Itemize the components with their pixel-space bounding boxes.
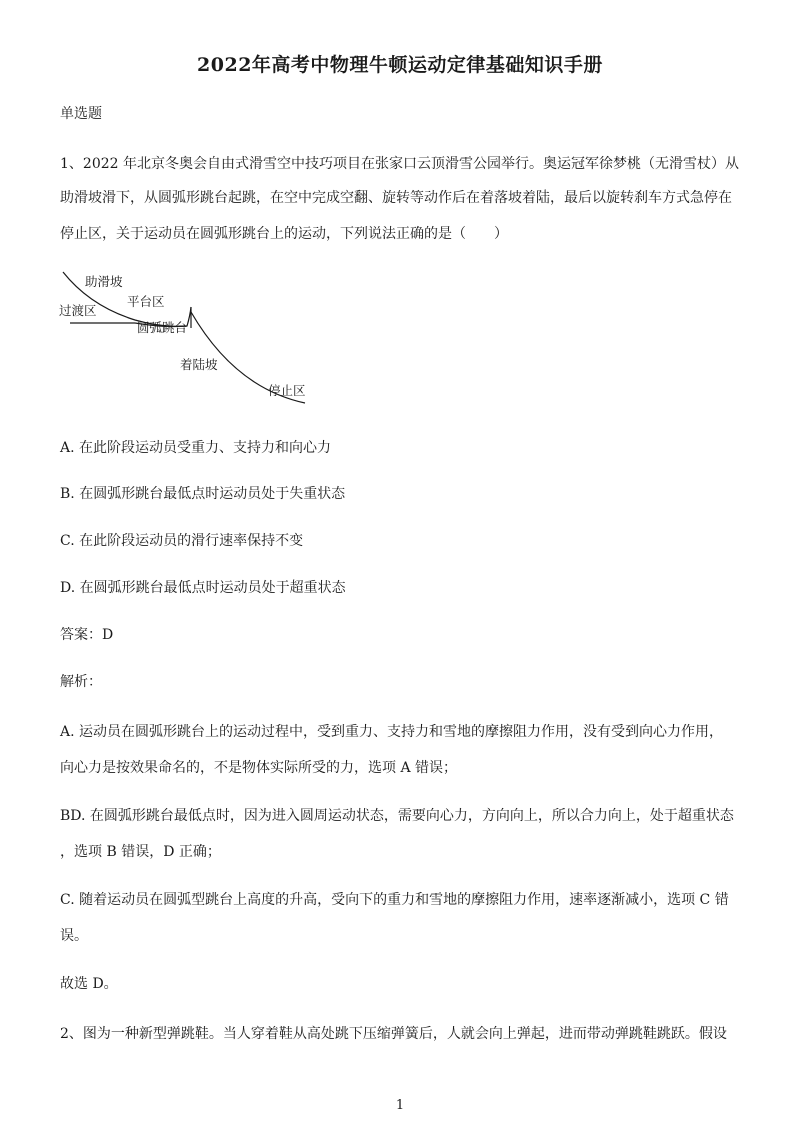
q1-stem-line-3: 停止区，关于运动员在圆弧形跳台上的运动，下列说法正确的是（ ） [60, 226, 508, 242]
q1-analysis-label: 解析： [60, 674, 102, 690]
label-arc-platform: 圆弧跳台 [137, 320, 188, 335]
q1-stem-line-2: 助滑坡滑下，从圆弧形跳台起跳，在空中完成空翻、旋转等动作后在着落坡着陆，最后以旋转刹车方式急停在 [60, 190, 732, 206]
ski-jump-diagram [55, 268, 325, 413]
q1-analysis-bd-line-1: BD. 在圆弧形跳台最低点时，因为进入圆周运动状态，需要向心力，方向向上，所以合力向上，处于超重状态 [60, 808, 734, 824]
q2-stem-line-1: 2、图为一种新型弹跳鞋。当人穿着鞋从高处跳下压缩弹簧后，人就会向上弹起，进而带动弹跳鞋跳跃。假设 [60, 1026, 727, 1042]
document-title: 2022年高考中物理牛顿运动定律基础知识手册 [197, 54, 603, 76]
q1-option-d: D. 在圆弧形跳台最低点时运动员处于超重状态 [60, 580, 346, 596]
ski-jump-svg [55, 268, 325, 413]
label-run-in-slope: 助滑坡 [85, 274, 123, 289]
run-in-slope-curve [63, 272, 187, 326]
label-stop-area: 停止区 [268, 383, 306, 398]
q1-analysis-c-line-1: C. 随着运动员在圆弧型跳台上高度的升高，受向下的重力和雪地的摩擦阻力作用，速率逐渐减小，选项 C 错 [60, 892, 729, 908]
label-transition-area: 过渡区 [59, 303, 97, 318]
q1-analysis-a-line-1: A. 运动员在圆弧形跳台上的运动过程中，受到重力、支持力和雪地的摩擦阻力作用，没有受到向心力作用， [60, 724, 724, 740]
q1-analysis-c-line-2: 误。 [60, 928, 88, 944]
page-number: 1 [395, 1098, 405, 1113]
q1-option-b: B. 在圆弧形跳台最低点时运动员处于失重状态 [60, 486, 346, 502]
q1-conclusion: 故选 D。 [60, 976, 118, 992]
q1-analysis-bd-line-2: ，选项 B 错误，D 正确； [60, 844, 221, 860]
q1-answer: 答案：D [60, 627, 114, 643]
section-label: 单选题 [60, 106, 102, 122]
q1-stem-line-1: 1、2022 年北京冬奥会自由式滑雪空中技巧项目在张家口云顶滑雪公园举行。奥运冠军徐梦桃（无滑雪杖）从 [60, 156, 739, 172]
label-landing-slope: 着陆坡 [180, 357, 218, 372]
q1-analysis-a-line-2: 向心力是按效果命名的，不是物体实际所受的力，选项 A 错误； [60, 760, 458, 776]
label-platform-area: 平台区 [127, 294, 165, 309]
q1-option-a: A. 在此阶段运动员受重力、支持力和向心力 [60, 440, 332, 456]
q1-option-c: C. 在此阶段运动员的滑行速率保持不变 [60, 533, 304, 549]
